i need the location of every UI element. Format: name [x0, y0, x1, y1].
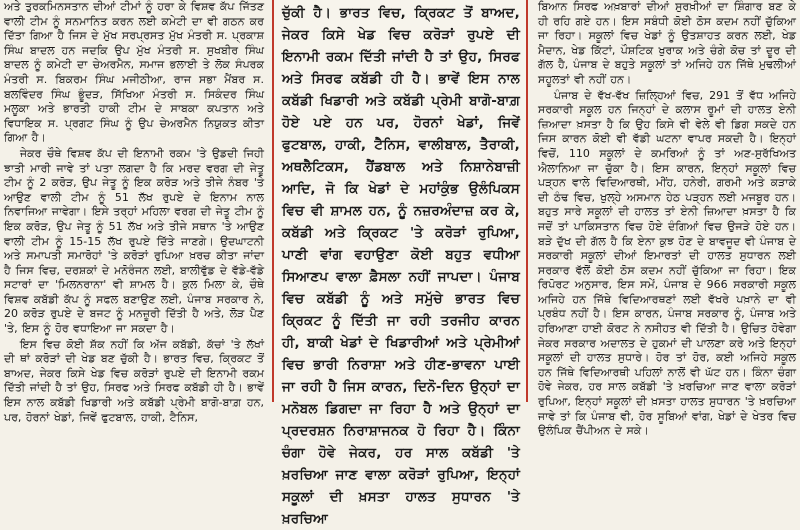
- highlighted-box-column: [272, 0, 528, 527]
- right-paragraph-1: ਬਿਆਨ ਸਿਰਫ ਅਖ਼ਬਾਰਾਂ ਦੀਆਂ ਸੁਰਖ਼ੀਆਂ ਦਾ ਸ਼ਿੰਗਾਰ ਬਣ ਕੇ ਹੀ ਰਹਿ ਗਏ ਹਨ। ਇਸ ਸਬੰਧੀ ਕੋਈ ਠੋਸ ਕਦਮ ਨਹੀਂ ਚੁੱਕਿਆ ਜਾ ਰਿਹਾ। ਸਕੂਲਾਂ ਵਿਚ ਖੇਡਾਂ ਨੂੰ ਉਤਸ਼ਾਹਤ ਕਰਨ ਲਈ, ਖੇਡ ਮੈਦਾਨ, ਖੇਡ ਕਿੱਟਾਂ, ਪੌਸ਼ਟਿਕ ਖੁਰਾਕ ਅਤੇ ਚੰਗੇ ਕੋਚ ਤਾਂ ਦੂਰ ਦੀ ਗੱਲ ਹੈ, ਪੰਜਾਬ ਦੇ ਬਹੁਤੇ ਸਕੂਲਾਂ ਤਾਂ ਅਜਿਹੇ ਹਨ ਜਿੱਥੇ ਮੁਢਲੀਆਂ ਸਹੂਲਤਾਂ ਵੀ ਨਹੀਂ ਹਨ।: [538, 0, 796, 86]
- left-column: [0, 0, 270, 424]
- left-paragraph-3: ਇਸ ਵਿਚ ਕੋਈ ਸ਼ੱਕ ਨਹੀਂ ਕਿ ਅੱਜ ਕਬੱਡੀ, ਕੱਚਾਂ 'ਤੇ ਲੱਖਾਂ ਦੀ ਥਾਂ ਕਰੋੜਾਂ ਦੀ ਖੇਡ ਬਣ ਚੁੱਕੀ ਹੈ। ਭਾਰਤ ਵਿਚ, ਕ੍ਰਿਕਟ ਤੋਂ ਬਾਅਦ, ਜੇਕਰ ਕਿਸੇ ਖੇਡ ਵਿਚ ਕਰੋੜਾਂ ਰੁਪਏ ਦੀ ਇਨਾਮੀ ਰਕਮ ਦਿੱਤੀ ਜਾਂਦੀ ਹੈ ਤਾਂ ਉਹ, ਸਿਰਫ ਅਤੇ ਸਿਰਫ ਕਬੱਡੀ ਹੀ ਹੈ। ਭਾਵੇਂ ਇਸ ਨਾਲ ਕਬੱਡੀ ਖਿਡਾਰੀ ਅਤੇ ਕਬੱਡੀ ਪ੍ਰੇਮੀ ਬਾਗੋ-ਬਾਗ਼ ਹਨ, ਪਰ, ਹੋਰਨਾਂ ਖੇਡਾਂ, ਜਿਵੇਂ ਫੁਟਬਾਲ, ਹਾਕੀ, ਟੈਨਿਸ,: [4, 337, 264, 424]
- highlighted-paragraph: ਚੁੱਕੀ ਹੈ। ਭਾਰਤ ਵਿਚ, ਕ੍ਰਿਕਟ ਤੋਂ ਬਾਅਦ, ਜੇਕਰ ਕਿਸੇ ਖੇਡ ਵਿਚ ਕਰੋੜਾਂ ਰੁਪਏ ਦੀ ਇਨਾਮੀ ਰਕਮ ਦਿੱਤੀ ਜਾਂਦੀ ਹੈ ਤਾਂ ਉਹ, ਸਿਰਫ ਅਤੇ ਸਿਰਫ ਕਬੱਡੀ ਹੀ ਹੈ। ਭਾਵੇਂ ਇਸ ਨਾਲ ਕਬੱਡੀ ਖਿਡਾਰੀ ਅਤੇ ਕਬੱਡੀ ਪ੍ਰੇਮੀ ਬਾਗੋ-ਬਾਗ਼ ਹੋਏ ਪਏ ਹਨ ਪਰ, ਹੋਰਨਾਂ ਖੇਡਾਂ, ਜਿਵੇਂ ਫੁਟਬਾਲ, ਹਾਕੀ, ਟੈਨਿਸ, ਵਾਲੀਬਾਲ, ਤੈਰਾਕੀ, ਅਥਲੈਟਿਕਸ, ਹੈਂਡਬਾਲ ਅਤੇ ਨਿਸ਼ਾਨੇਬਾਜ਼ੀ ਆਦਿ, ਜੋ ਕਿ ਖੇਡਾਂ ਦੇ ਮਹਾਂਕੁੰਭ ਉਲੰਪਿਕਸ ਵਿਚ ਵੀ ਸ਼ਾਮਲ ਹਨ, ਨੂੰ ਨਜ਼ਰਅੰਦਾਜ਼ ਕਰ ਕੇ, ਕਬੱਡੀ ਅਤੇ ਕ੍ਰਿਕਟ 'ਤੇ ਕਰੋੜਾਂ ਰੁਪਿਆ, ਪਾਣੀ ਵਾਂਗ ਵਹਾਉਣਾ ਕੋਈ ਬਹੁਤ ਵਧੀਆ ਸਿਆਣਪ ਵਾਲਾ ਫ਼ੈਸਲਾ ਨਹੀਂ ਜਾਪਦਾ। ਪੰਜਾਬ ਵਿਚ ਕਬੱਡੀ ਨੂੰ ਅਤੇ ਸਮੁੱਚੇ ਭਾਰਤ ਵਿਚ ਕ੍ਰਿਕਟ ਨੂੰ ਦਿੱਤੀ ਜਾ ਰਹੀ ਤਰਜੀਹ ਕਾਰਨ ਹੀ, ਬਾਕੀ ਖੇਡਾਂ ਦੇ ਖਿਡਾਰੀਆਂ ਅਤੇ ਪ੍ਰੇਮੀਆਂ ਵਿਚ ਭਾਰੀ ਨਿਰਾਸ਼ਾ ਅਤੇ ਹੀਣ-ਭਾਵਨਾ ਪਾਈ ਜਾ ਰਹੀ ਹੈ ਜਿਸ ਕਾਰਨ, ਦਿਨੋ-ਦਿਨ ਉਨ੍ਹਾਂ ਦਾ ਮਨੋਬਲ ਡਿਗਦਾ ਜਾ ਰਿਹਾ ਹੈ ਅਤੇ ਉਨ੍ਹਾਂ ਦਾ ਪ੍ਰਦਰਸ਼ਨ ਨਿਰਾਸ਼ਾਜਨਕ ਹੋ ਰਿਹਾ ਹੈ। ਕਿੰਨਾ ਚੰਗਾ ਹੋਵੇ ਜੇਕਰ, ਹਰ ਸਾਲ ਕਬੱਡੀ 'ਤੇ ਖ਼ਰਚਿਆ ਜਾਣ ਵਾਲਾ ਕਰੋੜਾਂ ਰੁਪਿਆ, ਇਨ੍ਹਾਂ ਸਕੂਲਾਂ ਦੀ ਖ਼ਸਤਾ ਹਾਲਤ ਸੁਧਾਰਨ 'ਤੇ ਖ਼ਰਚਿਆ: [282, 5, 520, 527]
- right-paragraph-2: ਪੰਜਾਬ ਦੇ ਵੱਖ-ਵੱਖ ਜ਼ਿਲ੍ਹਿਆਂ ਵਿਚ, 291 ਤੋਂ ਵੱਧ ਅਜਿਹੇ ਸਰਕਾਰੀ ਸਕੂਲ ਹਨ ਜਿਨ੍ਹਾਂ ਦੇ ਕਲਾਸ ਰੂਮਾਂ ਦੀ ਹਾਲਤ ਏਨੀ ਜ਼ਿਆਦਾ ਖ਼ਸਤਾ ਹੈ ਕਿ ਉਹ ਕਿਸੇ ਵੀ ਵੇਲੇ ਵੀ ਡਿਗ ਸਕਦੇ ਹਨ ਜਿਸ ਕਾਰਨ ਕੋਈ ਵੀ ਵੱਡੀ ਘਟਨਾ ਵਾਪਰ ਸਕਦੀ ਹੈ। ਇਨ੍ਹਾਂ ਵਿਚੋਂ, 110 ਸਕੂਲਾਂ ਦੇ ਕਮਰਿਆਂ ਨੂੰ ਤਾਂ ਅਣ-ਸੁਰੱਖਿਅਤ ਐਲਾਨਿਆ ਜਾ ਚੁੱਕਾ ਹੈ। ਇਸ ਕਾਰਨ, ਇਨ੍ਹਾਂ ਸਕੂਲਾਂ ਵਿਚ ਪੜ੍ਹਨ ਵਾਲੇ ਵਿਦਿਆਰਥੀ, ਮੀਂਹ, ਹਨੇਰੀ, ਗਰਮੀ ਅਤੇ ਕੜਾਕੇ ਦੀ ਠੰਢ ਵਿਚ, ਖੁਲ੍ਹੇ ਅਸਮਾਨ ਹੇਠ ਪੜ੍ਹਨ ਲਈ ਮਜਬੂਰ ਹਨ। ਬਹੁਤ ਸਾਰੇ ਸਕੂਲਾਂ ਦੀ ਹਾਲਤ ਤਾਂ ਏਨੀ ਜ਼ਿਆਦਾ ਖ਼ਸਤਾ ਹੈ ਕਿ ਜਦੋਂ ਤਾਂ ਪਾਕਿਸਤਾਨ ਵਿਚ ਹੋਏ ਦੰਗਿਆਂ ਵਿਚ ਉਜੜੇ ਹੋਏ ਹਨ। ਬੜੇ ਦੁੱਖ ਦੀ ਗੱਲ ਹੈ ਕਿ ਏਨਾ ਕੁਝ ਹੋਣ ਦੇ ਬਾਵਜੂਦ ਵੀ ਪੰਜਾਬ ਦੇ ਸਰਕਾਰੀ ਸਕੂਲਾਂ ਦੀਆਂ ਇਮਾਰਤਾਂ ਦੀ ਹਾਲਤ ਸੁਧਾਰਨ ਲਈ ਸਰਕਾਰ ਵੱਲੋਂ ਕੋਈ ਠੋਸ ਕਦਮ ਨਹੀਂ ਚੁੱਕਿਆ ਜਾ ਰਿਹਾ। ਇਕ ਰਿਪੋਰਟ ਅਨੁਸਾਰ, ਇਸ ਸਮੇਂ, ਪੰਜਾਬ ਦੇ 966 ਸਰਕਾਰੀ ਸਕੂਲ ਅਜਿਹੇ ਹਨ ਜਿੱਥੇ ਵਿਦਿਆਰਥਣਾਂ ਲਈ ਵੱਖਰੇ ਪਖ਼ਾਨੇ ਦਾ ਵੀ ਪ੍ਰਬੰਧ ਨਹੀਂ ਹੈ। ਇਸ ਕਾਰਨ, ਪੰਜਾਬ ਸਰਕਾਰ ਨੂੰ, ਪੰਜਾਬ ਅਤੇ ਹਰਿਆਣਾ ਹਾਈ ਕੋਰਟ ਨੇ ਨਸੀਹਤ ਵੀ ਦਿੱਤੀ ਹੈ। ਉਚਿਤ ਹੋਵੇਗਾ ਜੇਕਰ ਸਰਕਾਰ ਅਦਾਲਤ ਦੇ ਹੁਕਮਾਂ ਦੀ ਪਾਲਣਾ ਕਰੇ ਅਤੇ ਇਨ੍ਹਾਂ ਸਕੂਲਾਂ ਦੀ ਹਾਲਤ ਸੁਧਾਰੇ। ਹੋਰ ਤਾਂ ਹੋਰ, ਕਈ ਅਜਿਹੇ ਸਕੂਲ ਹਨ ਜਿੱਥੇ ਵਿਦਿਆਰਥੀ ਪਹਿਲਾਂ ਨਾਲੋਂ ਵੀ ਘੱਟ ਹਨ। ਕਿੰਨਾ ਚੰਗਾ ਹੋਵੇ ਜੇਕਰ, ਹਰ ਸਾਲ ਕਬੱਡੀ 'ਤੇ ਖ਼ਰਚਿਆ ਜਾਣ ਵਾਲਾ ਕਰੋੜਾਂ ਰੁਪਿਆ, ਇਨ੍ਹਾਂ ਸਕੂਲਾਂ ਦੀ ਖ਼ਸਤਾ ਹਾਲਤ ਸੁਧਾਰਨ 'ਤੇ ਖ਼ਰਚਿਆ ਜਾਵੇ ਤਾਂ ਕਿ ਪੰਜਾਬ ਵੀ, ਹੋਰ ਸੂਬਿਆਂ ਵਾਂਗ, ਖੇਡਾਂ ਦੇ ਖੇਤਰ ਵਿਚ ਉਲੰਪਿਕ ਚੈਂਪੀਅਨ ਦੇ ਸਕੇ।: [538, 88, 796, 438]
- right-column: [530, 0, 800, 438]
- left-paragraph-2: ਜੇਕਰ ਚੌਥੇ ਵਿਸ਼ਵ ਕੱਪ ਦੀ ਇਨਾਮੀ ਰਕਮ 'ਤੇ ਉਡਦੀ ਜਿਹੀ ਝਾਤੀ ਮਾਰੀ ਜਾਵੇ ਤਾਂ ਪਤਾ ਲਗਦਾ ਹੈ ਕਿ ਮਰਦ ਵਰਗ ਦੀ ਜੇਤੂ ਟੀਮ ਨੂੰ 2 ਕਰੋੜ, ਉਪ ਜੇਤੂ ਨੂੰ ਇਕ ਕਰੋੜ ਅਤੇ ਤੀਜੇ ਨੰਬਰ 'ਤੇ ਆਉਣ ਵਾਲੀ ਟੀਮ ਨੂੰ 51 ਲੱਖ ਰੁਪਏ ਦੇ ਇਨਾਮ ਨਾਲ ਨਿਵਾਜਿਆ ਜਾਵੇਗਾ। ਇਸੇ ਤਰ੍ਹਾਂ ਮਹਿਲਾ ਵਰਗ ਦੀ ਜੇਤੂ ਟੀਮ ਨੂੰ ਇਕ ਕਰੋੜ, ਉਪ ਜੇਤੂ ਨੂੰ 51 ਲੱਖ ਅਤੇ ਤੀਜੇ ਸਥਾਨ 'ਤੇ ਆਉਣ ਵਾਲੀ ਟੀਮ ਨੂੰ 15-15 ਲੱਖ ਰੁਪਏ ਦਿੱਤੇ ਜਾਣਗੇ। ਉਦਘਾਟਨੀ ਅਤੇ ਸਮਾਪਤੀ ਸਮਾਰੋਹਾਂ 'ਤੇ ਕਰੋੜਾਂ ਰੁਪਿਆ ਖ਼ਰਚ ਕੀਤਾ ਜਾਂਦਾ ਹੈ ਜਿਸ ਵਿਚ, ਦਰਸ਼ਕਾਂ ਦੇ ਮਨੋਰੰਜਨ ਲਈ, ਬਾਲੀਵੁੱਡ ਦੇ ਵੱਡੇ-ਵੱਡੇ ਸਟਾਰਾਂ ਦਾ 'ਮਿਲਨਰਾਨਾ' ਵੀ ਸ਼ਾਮਲ ਹੈ। ਕੁਲ ਮਿਲਾ ਕੇ, ਚੌਥੇ ਵਿਸ਼ਵ ਕਬੱਡੀ ਕੱਪ ਨੂੰ ਸਫਲ ਬਣਾਉਣ ਲਈ, ਪੰਜਾਬ ਸਰਕਾਰ ਨੇ, 20 ਕਰੋੜ ਰੁਪਏ ਦੇ ਬਜਟ ਨੂੰ ਮਨਜ਼ੂਰੀ ਦਿੱਤੀ ਹੈ ਅਤੇ, ਲੋੜ ਪੈਣ 'ਤੇ, ਇਸ ਨੂੰ ਹੋਰ ਵਧਾਇਆ ਜਾ ਸਕਦਾ ਹੈ।: [4, 146, 264, 336]
- left-paragraph-1: ਅਤੇ ਤੁਰਕਮਿਨਸਤਾਨ ਦੀਆਂ ਟੀਮਾਂ ਨੂੰ ਹਰਾ ਕੇ ਵਿਸ਼ਵ ਕੱਪ ਜਿੱਤਣ ਵਾਲੀ ਟੀਮ ਨੂੰ ਸਨਮਾਨਿਤ ਕਰਨ ਲਈ ਕਮੇਟੀ ਦਾ ਵੀ ਗਠਨ ਕਰ ਦਿੱਤਾ ਗਿਆ ਹੈ ਜਿਸ ਦੇ ਮੁੱਖ ਸਰਪ੍ਰਸਤ ਮੁੱਖ ਮੰਤਰੀ ਸ. ਪ੍ਰਕਾਸ਼ ਸਿੰਘ ਬਾਦਲ ਹਨ ਜਦਕਿ ਉਪ ਮੁੱਖ ਮੰਤਰੀ ਸ. ਸੁਖਬੀਰ ਸਿੰਘ ਬਾਦਲ ਨੂੰ ਕਮੇਟੀ ਦਾ ਚੇਅਰਮੈਨ, ਸਮਾਜ ਭਲਾਈ ਤੇ ਲੋਕ ਸੰਪਰਕ ਮੰਤਰੀ ਸ. ਬਿਕਰਮ ਸਿੰਘ ਮਜੀਠੀਆ, ਰਾਜ ਸਭਾ ਮੈਂਬਰ ਸ. ਬਲਵਿੰਦਰ ਸਿੰਘ ਭੂੰਦੜ, ਸਿੱਖਿਆ ਮੰਤਰੀ ਸ. ਸਿਕੰਦਰ ਸਿੰਘ ਮਲੂਕਾ ਅਤੇ ਭਾਰਤੀ ਹਾਕੀ ਟੀਮ ਦੇ ਸਾਬਕਾ ਕਪਤਾਨ ਅਤੇ ਵਿਧਾਇਕ ਸ. ਪ੍ਰਗਟ ਸਿੰਘ ਨੂੰ ਉਪ ਚੇਅਰਮੈਨ ਨਿਯੁਕਤ ਕੀਤਾ ਗਿਆ ਹੈ।: [4, 0, 264, 145]
